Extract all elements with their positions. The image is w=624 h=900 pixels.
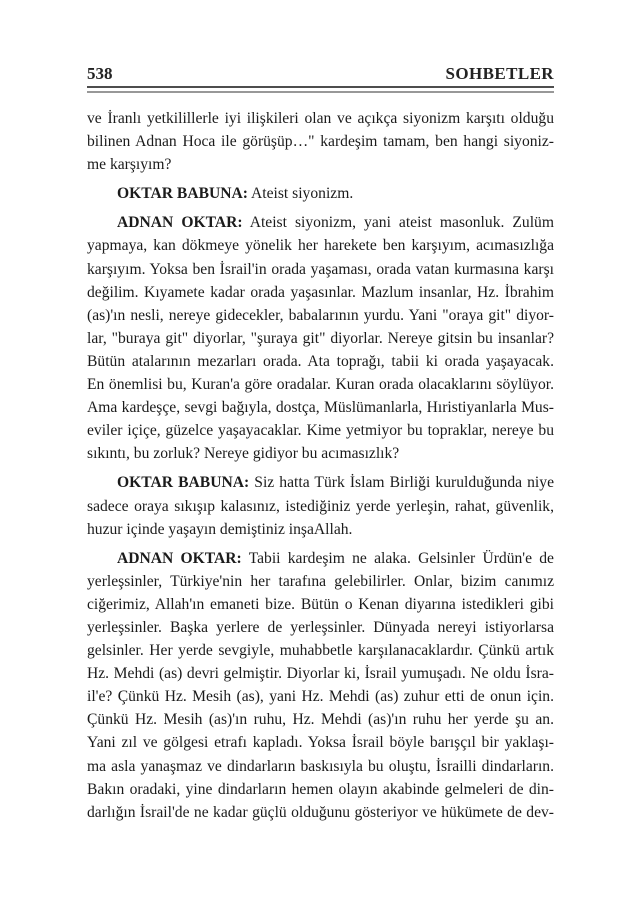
text-line: ciğerimiz, Allah'ın emaneti bize. Bütün o Kenan diyarına istedikleri gibi [87,595,554,613]
paragraph [87,211,554,465]
text-line: me karşıyım? [87,156,172,174]
text-line: En önemlisi bu, Kuran'a göre oradalar. Kuran orada olacaklarını söylüyor. [87,376,554,394]
text-line: yerleşsinler, Türkiye'nin her tarafına gelebilirler. Onlar, bizim canımız [87,572,554,590]
text-line: Hz. Mehdi (as) devri gelmiştir. Diyorlar ki, İsrail yumuşadı. Ne oldu İsra- [87,665,554,683]
page-body [87,107,554,824]
book-page [87,0,554,824]
page-header [87,64,554,84]
text-line: bilinen Adnan Hoca ile görüşüp…" kardeşim tamam, ben hangi siyoniz- [87,133,554,151]
text-line: değilim. Kıyamete kadar orada yaşasınlar. Mazlum insanlar, Hz. İbrahim [87,283,554,301]
text-line: OKTAR BABUNA: Ateist siyonizm. [117,185,354,203]
text-line: sadece oraya sıkışıp kalasınız, istediğiniz yerde yerleşin, rahat, güvenlik, [87,497,554,515]
text-line: eviler içiçe, güzelce yaşayacaklar. Kime yetmiyor bu topraklar, nereye bu [87,422,554,440]
speaker-label: OKTAR BABUNA: [117,185,248,203]
page-number: 538 [87,64,113,83]
text-line: darlığın İsrail'de ne kadar güçlü olduğunu gösteriyor ve hükümete de dev- [87,803,554,821]
header-title: SOHBETLER [445,64,554,83]
text-line: huzur içinde yaşayın demiştiniz inşaAllah. [87,520,353,538]
text-line: ma asla yanaşmaz ve dindarların baskısıyla bu oluştu, İsrailli dindarların. [87,757,554,775]
text-line: (as)'ın nesli, nereye gidecekler, babalarının yurdu. Yani "oraya git" diyor- [87,306,554,324]
paragraph [87,182,554,205]
paragraph [87,471,554,540]
speaker-label: ADNAN OKTAR: [117,214,243,232]
text-line: Bütün atalarının mezarları orada. Ata toprağı, tabii ki orada yaşayacak. [87,352,554,370]
text-line: ADNAN OKTAR: Tabii kardeşim ne alaka. Gelsinler Ürdün'e de [117,549,554,567]
text-line: lar, "buraya git" diyorlar, "şuraya git" diyorlar. Nereye gitsin bu insanlar? [87,329,554,347]
text-line: sıkıntı, bu zorluk? Nereye gidiyor bu acımasızlık? [87,445,400,463]
text-line: ve İranlı yetkilillerle iyi ilişkileri olan ve açıkça siyonizm karşıtı olduğu [87,110,554,127]
paragraph [87,547,554,824]
text-line: Yani zıl ve gölgesi etrafı kapladı. Yoksa İsrail böyle barışçıl bir yaklaşı- [87,734,554,752]
text-line: karşıyım. Yoksa ben İsrail'in orada yaşaması, orada vatan kurmasına karşı [87,260,554,278]
text-line: gelsinler. Her yerde sevgiyle, muhabbetle karşılanacaklardır. Çünkü artık [87,642,554,660]
header-rule [87,86,554,93]
text-line: il'e? Çünkü Hz. Mesih (as), yani Hz. Mehdi (as) zuhur etti de onun için. [87,688,554,706]
text-line: yerleşsinler. Başka yerlere de yerleşsinler. Dünyada nereyi istiyorlarsa [87,618,554,636]
text-line: OKTAR BABUNA: Siz hatta Türk İslam Birliği kurulduğunda niye [117,474,554,492]
text-line: yapmaya, kan dökmeye yönelik her harekete ben karşıyım, acımasızlığa [87,237,554,255]
paragraph [87,107,554,176]
text-line: Ama kardeşçe, sevgi bağıyla, dostça, Müslümanlarla, Hıristiyanlarla Mus- [87,399,554,417]
speaker-label: ADNAN OKTAR: [117,549,242,567]
speaker-label: OKTAR BABUNA: [117,474,250,492]
text-line: Bakın oradaki, yine dindarların hemen olayın akabinde gelmeleri de din- [87,780,554,798]
text-line: ADNAN OKTAR: Ateist siyonizm, yani ateist masonluk. Zulüm [117,214,554,232]
text-line: Çünkü Hz. Mesih (as)'ın ruhu, Hz. Mehdi (as)'ın ruhu her yerde şu an. [87,711,554,729]
